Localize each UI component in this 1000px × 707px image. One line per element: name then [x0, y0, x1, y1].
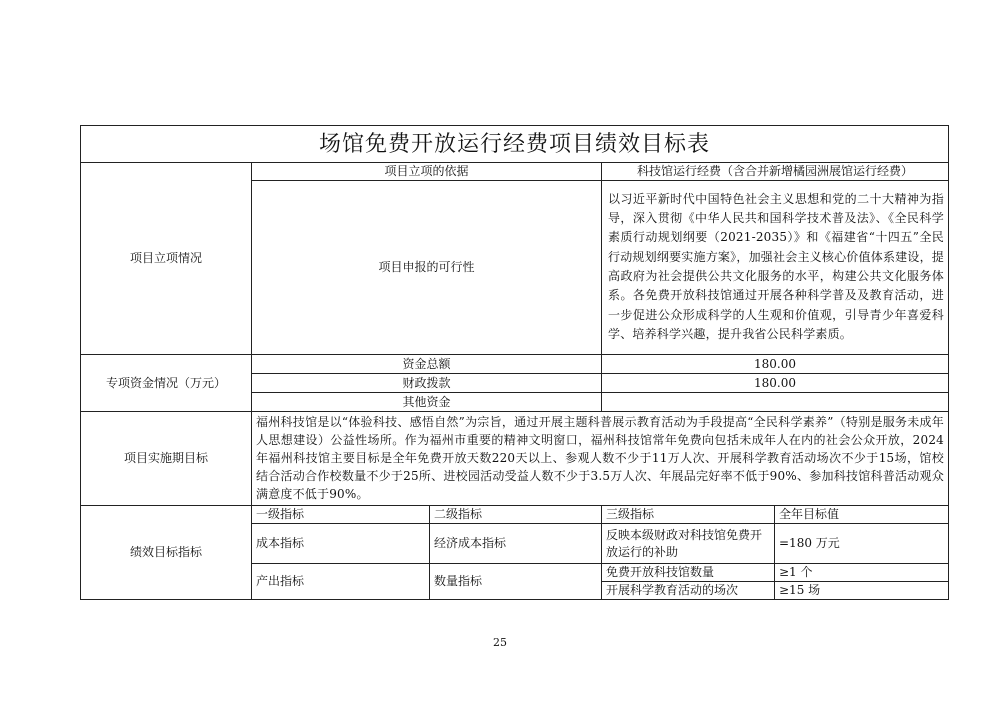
cost-target: =180 万元	[775, 524, 949, 564]
output-level2: 数量指标	[430, 564, 602, 600]
fiscal-allocation-label: 财政拨款	[252, 374, 602, 393]
page-number: 25	[493, 636, 507, 649]
performance-indicators-label: 绩效目标指标	[81, 506, 252, 600]
feasibility-text: 以习近平新时代中国特色社会主义思想和党的二十大精神为指导，深入贯彻《中华人民共和国科学技术普及法》、《全民科学素质行动规划纲要（2021-2035）》和《福建省“十四五”全民行动规划纲要实施方案》，加强社会主义核心价值体系建设，提高政府为社会提供公共文化服务的水平，构建公共文化服务体系。各免费开放科技馆通过开展各种科学普及及教育活动，进一步促进公众形成科学的人生观和价值观，引导青少年喜爱科学、培养科学兴趣，提升我省公民科学素质。	[602, 181, 949, 355]
cost-level3: 反映本级财政对科技馆免费开放运行的补助	[602, 524, 775, 564]
project-approval-label: 项目立项情况	[81, 163, 252, 355]
funds-total-value: 180.00	[602, 355, 949, 374]
header-level2: 二级指标	[430, 506, 602, 524]
funds-total-label: 资金总额	[252, 355, 602, 374]
table-title: 场馆免费开放运行经费项目绩效目标表	[81, 126, 949, 163]
special-funds-label: 专项资金情况（万元）	[81, 355, 252, 412]
cost-level2: 经济成本指标	[430, 524, 602, 564]
feasibility-label: 项目申报的可行性	[252, 181, 602, 355]
output-target-row1: ≥1 个	[775, 564, 949, 582]
other-funds-value	[602, 393, 949, 412]
implementation-goal-label: 项目实施期目标	[81, 412, 252, 506]
output-target-row2: ≥15 场	[775, 582, 949, 600]
output-level3-row1: 免费开放科技馆数量	[602, 564, 775, 582]
implementation-goal-text: 福州科技馆是以“体验科技、感悟自然”为宗旨，通过开展主题科普展示教育活动为手段提高“全民科学素养”（特别是服务未成年人思想建设）公益性场所。作为福州市重要的精神文明窗口，福州科技馆常年免费向包括未成年人在内的社会公众开放，2024年福州科技馆主要目标是全年免费开放天数220天以上、参观人数不少于11万人次、开展科学教育活动场次不少于15场，馆校结合活动合作校数量不少于25所、进校园活动受益人数不少于3.5万人次、年展品完好率不低于90%、参加科技馆科普活动观众满意度不低于90%。	[252, 412, 949, 506]
other-funds-label: 其他资金	[252, 393, 602, 412]
cost-level1: 成本指标	[252, 524, 430, 564]
header-target: 全年目标值	[775, 506, 949, 524]
header-level1: 一级指标	[252, 506, 430, 524]
fiscal-allocation-value: 180.00	[602, 374, 949, 393]
approval-basis-value: 科技馆运行经费（含合并新增橘园洲展馆运行经费）	[602, 163, 949, 181]
output-level3-row2: 开展科学教育活动的场次	[602, 582, 775, 600]
performance-target-table	[80, 125, 949, 600]
header-level3: 三级指标	[602, 506, 775, 524]
approval-basis-label: 项目立项的依据	[252, 163, 602, 181]
output-level1: 产出指标	[252, 564, 430, 600]
